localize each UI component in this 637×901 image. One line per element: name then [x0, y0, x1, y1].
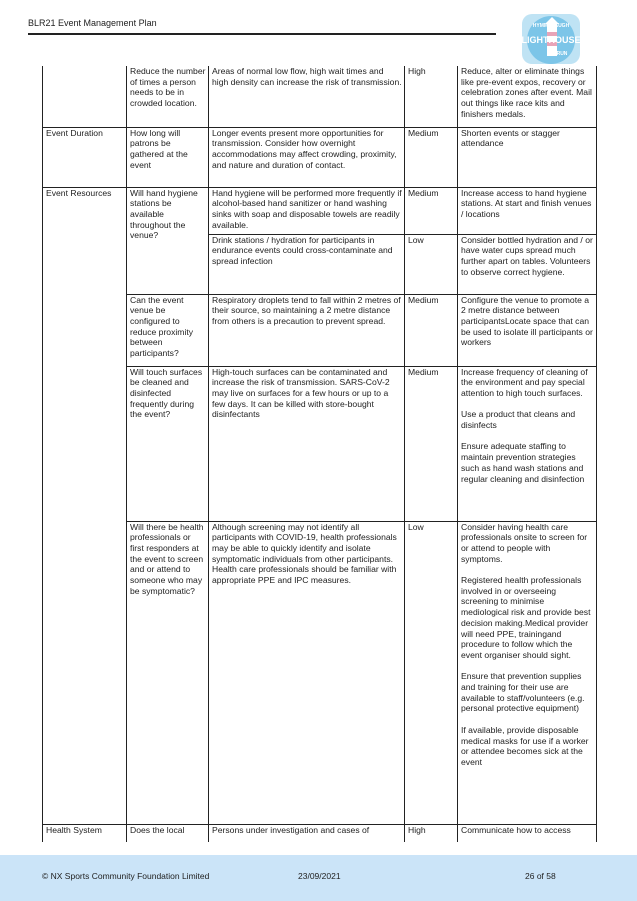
table-row — [43, 824, 597, 842]
footer-date: 23/09/2021 — [298, 871, 341, 881]
rationale-cell: Drink stations / hydration for participants in endurance events could cross-contaminate and spread infection — [209, 234, 405, 294]
question-cell: Will touch surfaces be cleaned and disinfected frequently during the event? — [127, 366, 209, 521]
category-cell — [43, 234, 127, 294]
mitigation-cell: Communicate how to access — [458, 824, 597, 842]
logo-text-1: HYMMELAUGH — [532, 23, 570, 29]
mitigation-cell: Reduce, alter or eliminate things like pre-event expos, recovery or celebration zones after event. Mail out things like race kits and finishers medals. — [458, 66, 597, 127]
rationale-cell: Hand hygiene will be performed more frequently if alcohol-based hand sanitizer or hand washing sinks with soap and disposable towels are readily available. — [209, 187, 405, 234]
table-row — [43, 127, 597, 187]
question-cell: How long will patrons be gathered at the event — [127, 127, 209, 187]
category-cell: Event Duration — [43, 127, 127, 187]
rationale-cell: High-touch surfaces can be contaminated and increase the risk of transmission. SARS-CoV-2 may live on surfaces for a few hours or up to a few days. It can be killed with store-bought disinfectants — [209, 366, 405, 521]
table-row — [43, 66, 597, 127]
risk-level-cell: Low — [405, 521, 458, 824]
category-cell: Event Resources — [43, 187, 127, 234]
question-cell: Can the event venue be configured to reduce proximity between participants? — [127, 294, 209, 366]
risk-assessment-table — [42, 66, 597, 842]
page-footer — [0, 855, 637, 901]
table-row — [43, 521, 597, 824]
risk-level-cell: High — [405, 66, 458, 127]
rationale-cell: Although screening may not identify all participants with COVID-19, health professionals may be able to quickly identify and isolate symptomatic individuals from other participants. Health care professionals should be familiar with appropriate PPE and IPC measures. — [209, 521, 405, 824]
question-cell: Will there be health professionals or first responders at the event to screen and or attend to someone who may be symptomatic? — [127, 521, 209, 824]
question-cell: Does the local — [127, 824, 209, 842]
mitigation-cell: Increase access to hand hygiene stations. At start and finish venues / locations — [458, 187, 597, 234]
header-rule — [28, 33, 496, 35]
risk-level-cell: Medium — [405, 187, 458, 234]
rationale-cell: Longer events present more opportunities for transmission. Consider how overnight accommodations may affect crowding, proximity, and nature and duration of contact. — [209, 127, 405, 187]
logo-text-3: RUN — [556, 51, 568, 57]
category-cell — [43, 366, 127, 521]
footer-page-number: 26 of 58 — [525, 871, 556, 881]
table-row — [43, 187, 597, 234]
table-row — [43, 294, 597, 366]
lighthouse-logo-icon — [518, 10, 584, 66]
table-row — [43, 366, 597, 521]
mitigation-cell: Shorten events or stagger attendance — [458, 127, 597, 187]
mitigation-cell: Increase frequency of cleaning of the environment and pay special attention to high touch surfaces. Use a product that cleans and disinfects Ensure adequate staffing to maintain prevention strategies such as hand wash stations and regular cleaning and disinfection — [458, 366, 597, 521]
footer-copyright: © NX Sports Community Foundation Limited — [42, 871, 210, 881]
question-cell: Will hand hygiene stations be available throughout the venue? — [127, 187, 209, 294]
risk-level-cell: Medium — [405, 294, 458, 366]
question-cell: Reduce the number of times a person needs to be in crowded location. — [127, 66, 209, 127]
category-cell — [43, 66, 127, 127]
risk-level-cell: Medium — [405, 127, 458, 187]
table-row — [43, 234, 597, 294]
mitigation-cell: Configure the venue to promote a 2 metre distance between participantsLocate space that can be used to isolate ill participants or workers — [458, 294, 597, 366]
rationale-cell: Persons under investigation and cases of — [209, 824, 405, 842]
header-title: BLR21 Event Management Plan — [28, 18, 157, 28]
category-cell — [43, 521, 127, 824]
rationale-cell: Respiratory droplets tend to fall within 2 metres of their source, so maintaining a 2 metre distance from others is a precaution to prevent spread. — [209, 294, 405, 366]
mitigation-cell: Consider bottled hydration and / or have water cups spread much further apart on tables. Volunteers to observe correct hygiene. — [458, 234, 597, 294]
risk-level-cell: High — [405, 824, 458, 842]
rationale-cell: Areas of normal low flow, high wait times and high density can increase the risk of transmission. — [209, 66, 405, 127]
mitigation-cell: Consider having health care professionals onsite to screen for or attend to people with symptoms. Registered health professionals involved in or overseeing screening to minimise mediological risk and provide best decision making.Medical provider will need PPE, trainingand procedure to follow which the event organiser should sight. Ensure that prevention supplies and training for their use are available to staff/volunteers (e.g. personal protective equipment) If available, provide disposable medical masks for use if a worker or attendee becomes sick at the event — [458, 521, 597, 824]
event-logo — [518, 10, 584, 66]
risk-level-cell: Low — [405, 234, 458, 294]
logo-text-2: LIGHTHOUSE — [521, 35, 581, 45]
risk-level-cell: Medium — [405, 366, 458, 521]
category-cell: Health System — [43, 824, 127, 842]
category-cell — [43, 294, 127, 366]
